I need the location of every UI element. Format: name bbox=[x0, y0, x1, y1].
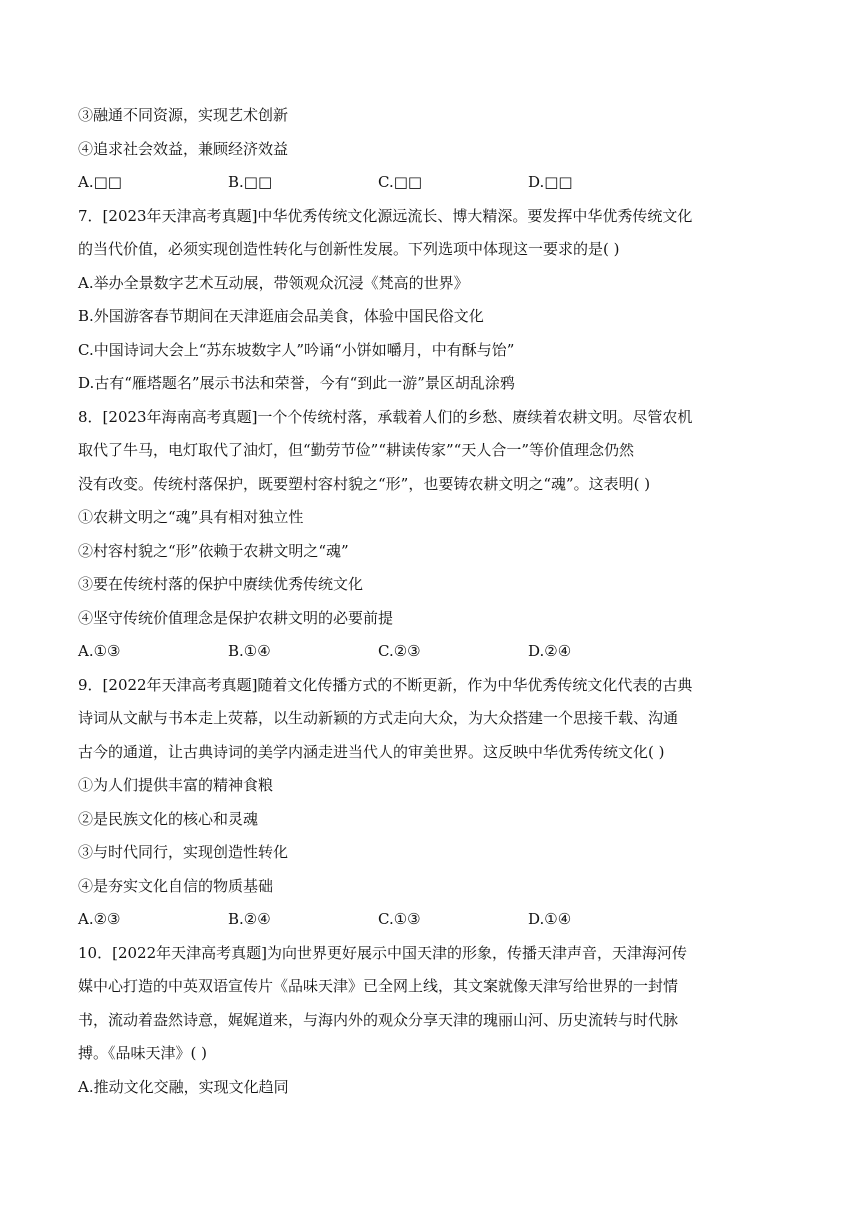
statement-item: ①农耕文明之“魂”具有相对独立性 bbox=[78, 508, 304, 526]
statement-item: ④坚守传统价值理念是保护农耕文明的必要前提 bbox=[78, 608, 394, 627]
statement-item: ②是民族文化的核心和灵魂 bbox=[78, 809, 259, 828]
option-c: C.中国诗词大会上“苏东坡数字人”吟诵“小饼如嚼月，中有酥与饴” bbox=[78, 340, 515, 359]
option-a: A.②③ bbox=[78, 910, 121, 928]
statement-item: ①为人们提供丰富的精神食粮 bbox=[78, 776, 274, 794]
answer-options bbox=[78, 635, 790, 669]
statement-item: ③与时代同行，实现创造性转化 bbox=[78, 843, 289, 861]
question-stem-line: 媒中心打造的中英双语宣传片《品味天津》已全网上线，其文案就像天津写给世界的一封情 bbox=[78, 977, 679, 995]
question-stem-line: 10．[2022年天津高考真题]为向世界更好展示中国天津的形象，传播天津声音，天津海河传 bbox=[78, 943, 687, 962]
option-c: C.②③ bbox=[378, 642, 421, 660]
page-content bbox=[78, 99, 790, 1104]
question-stem-line: 书，流动着盎然诗意，娓娓道来，与海内外的观众分享天津的瑰丽山河、历史流转与时代脉 bbox=[78, 1010, 679, 1029]
option-a: A.□□ bbox=[78, 173, 122, 191]
answer-options bbox=[78, 903, 790, 937]
statement-item: ②村容村貌之“形”依赖于农耕文明之“魂” bbox=[78, 541, 349, 560]
option-a: A.①③ bbox=[78, 642, 121, 660]
statement-item: ④是夯实文化自信的物质基础 bbox=[78, 876, 274, 895]
question-9 bbox=[78, 669, 790, 937]
statement-item: ④追求社会效益，兼顾经济效益 bbox=[78, 139, 289, 158]
option-a: A.举办全景数字艺术互动展，带领观众沉浸《梵高的世界》 bbox=[78, 273, 469, 292]
option-b: B.外国游客春节期间在天津逛庙会品美食，体验中国民俗文化 bbox=[78, 307, 484, 325]
option-b: B.①④ bbox=[228, 642, 271, 660]
question-stem-line: 没有改变。传统村落保护，既要塑村容村貌之“形”，也要铸农耕文明之“魂”。这表明( ) bbox=[78, 474, 651, 493]
question-stem-line: 取代了牛马，电灯取代了油灯，但“勤劳节俭”“耕读传家”“天人合一”等价值理念仍然 bbox=[78, 441, 635, 459]
question-stem-line: 9．[2022年天津高考真题]随着文化传播方式的不断更新，作为中华优秀传统文化代表的古典 bbox=[78, 675, 693, 694]
option-c: C.□□ bbox=[378, 173, 423, 191]
option-d: D.①④ bbox=[528, 910, 572, 928]
option-b: B.②④ bbox=[228, 910, 271, 928]
question-stem-line: 古今的通道，让古典诗词的美学内涵走进当代人的审美世界。这反映中华优秀传统文化( ) bbox=[78, 742, 665, 761]
option-b: B.□□ bbox=[228, 173, 273, 191]
option-d: D.②④ bbox=[528, 642, 572, 660]
option-d: D.□□ bbox=[528, 173, 573, 191]
option-a: A.推动文化交融，实现文化趋同 bbox=[78, 1077, 289, 1096]
question-stem-line: 搏。《品味天津》( ) bbox=[78, 1044, 207, 1062]
option-c: C.①③ bbox=[378, 910, 421, 928]
option-d: D.古有“雁塔题名”展示书法和荣誉，今有“到此一游”景区胡乱涂鸦 bbox=[78, 374, 515, 392]
question-10 bbox=[78, 937, 790, 1105]
question-8 bbox=[78, 401, 790, 669]
statement-item: ③要在传统村落的保护中赓续优秀传统文化 bbox=[78, 575, 364, 593]
question-stem-line: 诗词从文献与书本走上荧幕，以生动新颖的方式走向大众，为大众搭建一个思接千载、沟通 bbox=[78, 709, 679, 727]
question-7 bbox=[78, 200, 790, 401]
question-stem-line: 的当代价值，必须实现创造性转化与创新性发展。下列选项中体现这一要求的是( ) bbox=[78, 240, 620, 258]
question-stem-line: 7．[2023年天津高考真题]中华优秀传统文化源远流长、博大精深。要发挥中华优秀传统文化 bbox=[78, 206, 693, 225]
question-stem-line: 8．[2023年海南高考真题]一个个传统村落，承载着人们的乡愁、赓续着农耕文明。尽管农机 bbox=[78, 407, 693, 426]
answer-options bbox=[78, 166, 790, 200]
statement-item: ③融通不同资源，实现艺术创新 bbox=[78, 106, 289, 124]
